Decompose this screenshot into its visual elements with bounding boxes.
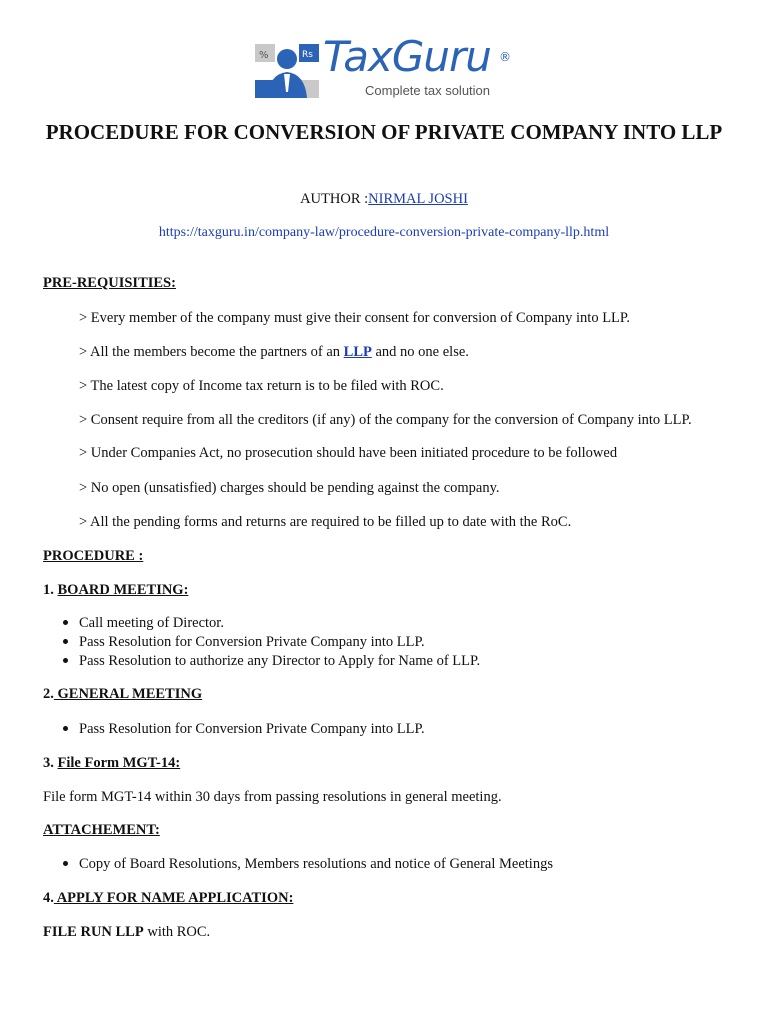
prerequisite-item: > No open (unsatisfied) charges should be pending against the company. bbox=[79, 480, 500, 496]
step2-heading: 2. GENERAL MEETING bbox=[43, 686, 203, 702]
step3-heading: 3. File Form MGT-14: bbox=[43, 755, 181, 771]
list-item: Pass Resolution to authorize any Director to Apply for Name of LLP. bbox=[63, 653, 480, 670]
bullet-icon bbox=[63, 620, 68, 625]
brand-tagline: Complete tax solution bbox=[365, 83, 491, 98]
procedure-heading: PROCEDURE : bbox=[43, 548, 144, 564]
attachment-heading: ATTACHEMENT: bbox=[43, 822, 160, 838]
author-link[interactable]: NIRMAL JOSHI bbox=[368, 191, 468, 207]
prerequisite-item: > Consent require from all the creditors (if any) of the company for the conversion of Company into LLP. bbox=[79, 412, 692, 428]
step1-heading: 1. BOARD MEETING: bbox=[43, 582, 189, 598]
prerequisite-item: > Under Companies Act, no prosecution should have been initiated procedure to be followed bbox=[79, 445, 618, 461]
svg-text:%: % bbox=[259, 50, 269, 61]
prerequisites-heading: PRE-REQUISITIES: bbox=[43, 275, 176, 291]
prerequisite-item: > All the pending forms and returns are required to be filled up to date with the RoC. bbox=[79, 514, 572, 530]
taxguru-logo-icon bbox=[255, 44, 319, 98]
registered-mark: ® bbox=[499, 50, 511, 64]
step4-heading: 4. APPLY FOR NAME APPLICATION: bbox=[43, 890, 294, 906]
author-label: AUTHOR : bbox=[300, 191, 369, 207]
bullet-icon bbox=[63, 639, 68, 644]
source-url-link[interactable]: https://taxguru.in/company-law/procedure-conversion-private-company-llp.html bbox=[158, 225, 610, 240]
taxguru-logo bbox=[255, 32, 517, 102]
svg-text:Rs: Rs bbox=[302, 50, 313, 60]
list-item: Pass Resolution for Conversion Private Company into LLP. bbox=[63, 721, 425, 738]
prerequisite-item: > Every member of the company must give their consent for conversion of Company into LLP. bbox=[79, 310, 630, 326]
list-item: Call meeting of Director. bbox=[63, 615, 224, 632]
prerequisite-item: > All the members become the partners of an LLP and no one else. bbox=[79, 344, 469, 360]
list-item: Pass Resolution for Conversion Private Company into LLP. bbox=[63, 634, 425, 651]
list-item: Copy of Board Resolutions, Members resolutions and notice of General Meetings bbox=[63, 856, 553, 873]
step3-text: File form MGT-14 within 30 days from passing resolutions in general meeting. bbox=[43, 789, 502, 805]
bullet-icon bbox=[63, 726, 68, 731]
prerequisite-item: > The latest copy of Income tax return is to be filed with ROC. bbox=[79, 378, 444, 394]
author-line bbox=[0, 191, 768, 208]
bullet-icon bbox=[63, 658, 68, 663]
brand-name: TaxGuru bbox=[323, 32, 491, 81]
llp-link[interactable]: LLP bbox=[343, 344, 372, 360]
bullet-icon bbox=[63, 861, 68, 866]
step4-text: FILE RUN LLP with ROC. bbox=[43, 924, 211, 940]
document-title: PROCEDURE FOR CONVERSION OF PRIVATE COMPANY INTO LLP bbox=[45, 120, 723, 144]
